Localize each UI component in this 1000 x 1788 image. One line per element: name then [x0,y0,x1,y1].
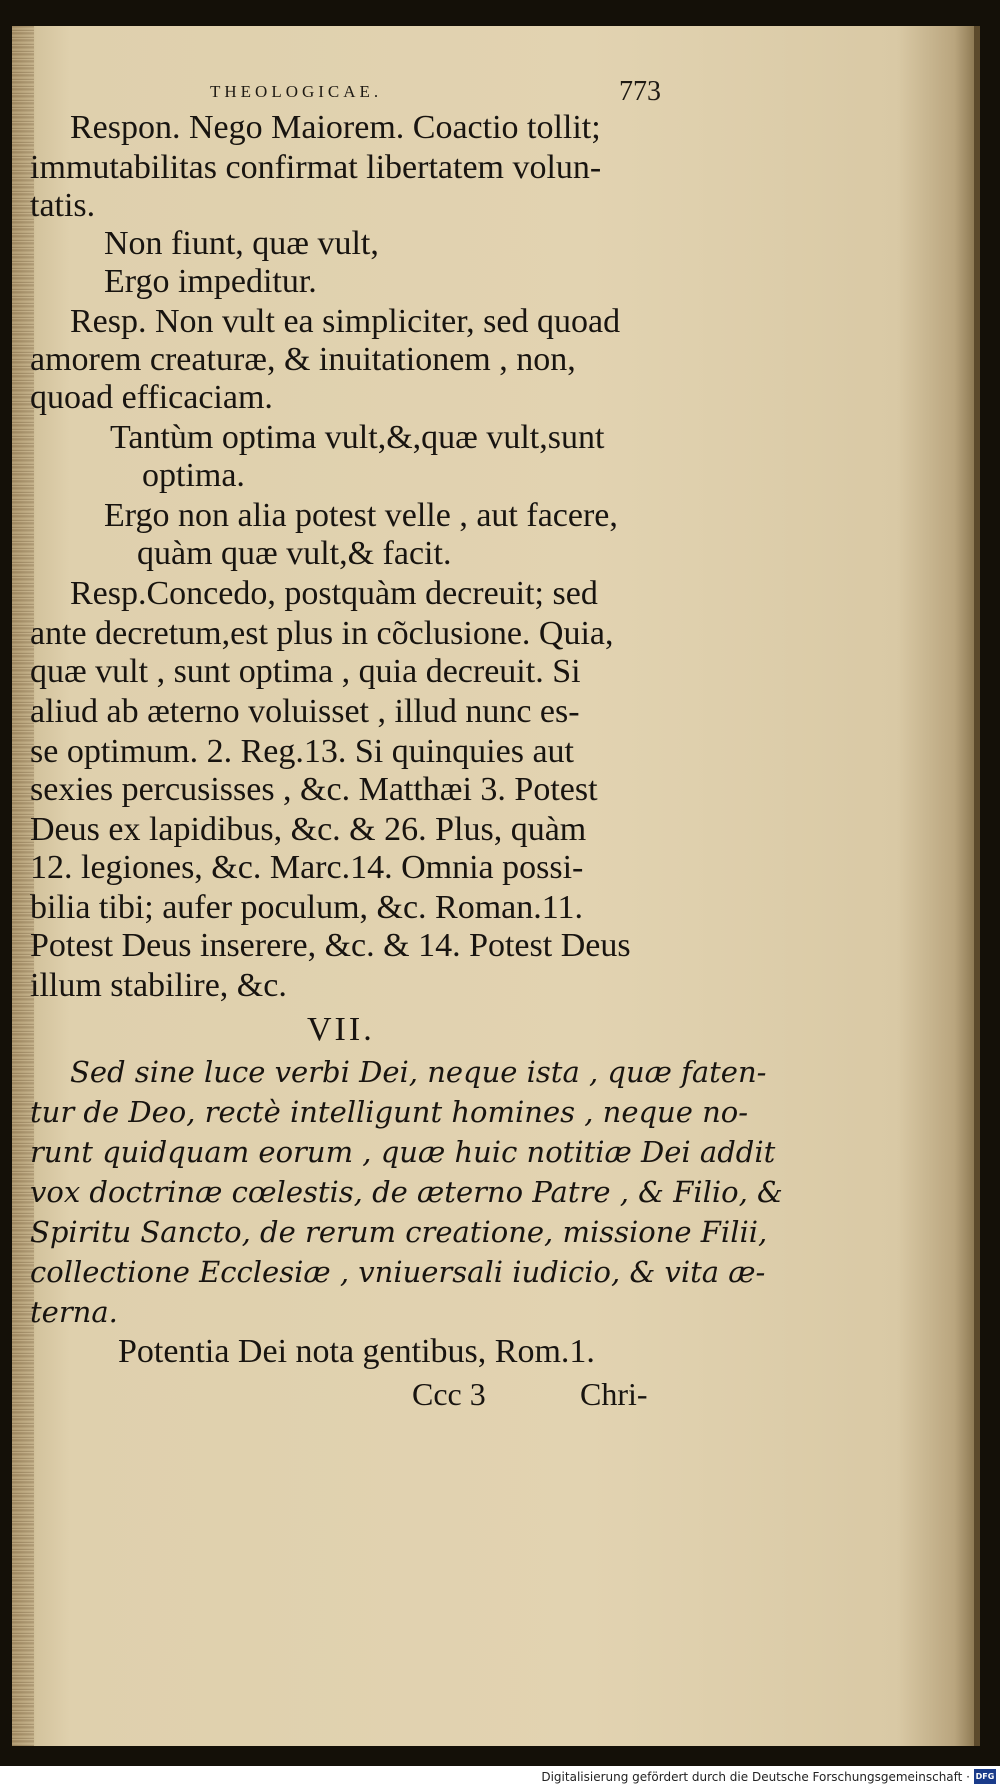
text-line: quæ vult , sunt optima , quia decreuit. Si [30,653,581,690]
text-line: illum stabilire, &c. [30,967,287,1004]
text-line: Tantùm optima vult,&,quæ vult,sunt [110,419,605,456]
text-line: Resp.Concedo, postquàm decreuit; sed [70,575,598,612]
page-number: 773 [619,76,661,107]
text-line: quoad efficaciam. [30,379,273,416]
running-title: THEOLOGICAE. [210,82,383,101]
book-page [12,26,980,1746]
text-line: tatis. [30,187,96,224]
text-line: 12. legiones, &c. Marc.14. Omnia possi- [30,849,584,886]
section-number: VII. [307,1011,375,1048]
text-line: se optimum. 2. Reg.13. Si quinquies aut [30,733,574,770]
text-line: Resp. Non vult ea simpliciter, sed quoad [70,303,621,340]
italic-line: tur de Deo, rectè intelligunt homines , neque no- [30,1095,749,1129]
text-line: Deus ex lapidibus, &c. & 26. Plus, quàm [30,811,587,848]
text-line: immutabilitas confirmat libertatem volun- [30,149,602,186]
text-line: ante decretum,est plus in cõclusione. Quia, [30,615,614,652]
dfg-logo: DFG [974,1769,996,1784]
italic-line: terna. [30,1295,118,1329]
text-line: optima. [142,457,245,494]
text-line: Ergo non alia potest velle , aut facere, [104,497,618,534]
text-line: aliud ab æterno voluisset , illud nunc es- [30,693,580,730]
text-line: Non fiunt, quæ vult, [104,225,379,262]
text-line: Potest Deus inserere, &c. & 14. Potest Deus [30,927,631,964]
text-line: amorem creaturæ, & inuitationem , non, [30,341,576,378]
signature-mark: Ccc 3 [412,1376,486,1412]
footer-credit: Digitalisierung gefördert durch die Deutsche Forschungsgemeinschaft · [541,1770,970,1784]
text-line: Respon. Nego Maiorem. Coactio tollit; [70,109,601,146]
italic-line: Spiritu Sancto, de rerum creatione, missione Filii, [30,1215,768,1249]
italic-line: runt quidquam eorum , quæ huic notitiæ Dei addit [30,1135,776,1169]
digitization-footer [0,1766,1000,1788]
text-line: sexies percusisses , &c. Matthæi 3. Potest [30,771,598,808]
italic-line: collectione Ecclesiæ , vniuersali iudicio, & vita æ- [30,1255,766,1289]
italic-line: vox doctrinæ cœlestis, de æterno Patre , & Filio, & [30,1175,783,1209]
catchword: Chri- [580,1376,648,1412]
italic-line: Sed sine luce verbi Dei, neque ista , quæ faten- [70,1055,767,1089]
text-line: Potentia Dei nota gentibus, Rom.1. [118,1333,595,1370]
text-line: Ergo impeditur. [104,263,317,300]
text-line: quàm quæ vult,& facit. [137,535,452,572]
text-line: bilia tibi; aufer poculum, &c. Roman.11. [30,889,584,926]
